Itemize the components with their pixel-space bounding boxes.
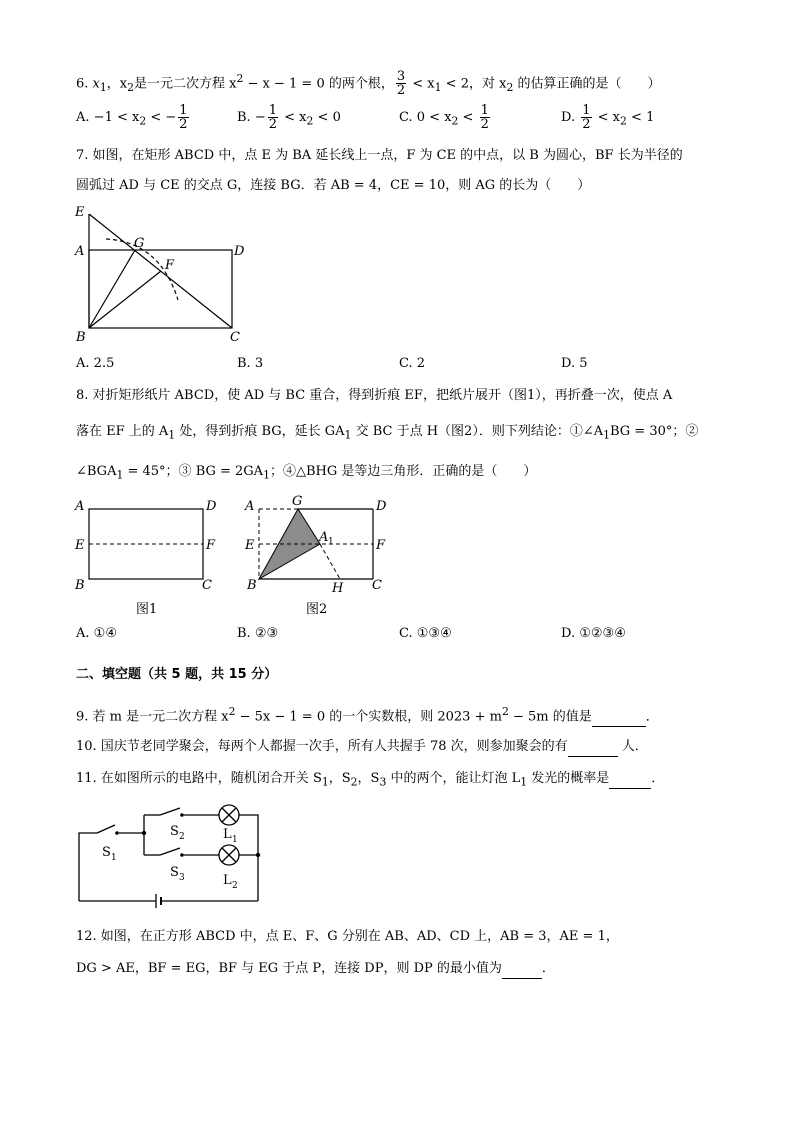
circuit-label-s3-sub: 3 [179, 873, 185, 883]
fig2-label-F: F [376, 538, 386, 553]
q12-line-1: 12. 如图，在正方形 ABCD 中，点 E、F、G 分别在 AB、AD、CD 上，AB = 3，AE = 1， [76, 929, 619, 944]
q7-figure [70, 202, 330, 345]
q7-option-c[interactable]: C. 2 [399, 356, 426, 371]
q8-option-d[interactable]: D. ①②③④ [561, 626, 626, 641]
q6-stem: 6. $x_1$，$x_2$是一元二次方程 $x^2 - x - 1 = 0$ 的两个根， $\frac{3}{2}$ < $x_1 < 2$，对 $x_2$ 的估算正确的是（ ） [76, 69, 661, 99]
q8-line-2: 落在 EF 上的 $A_1$ 处，得到折痕 BG，延长 $GA_1$ 交 BC 于点 H（图2）．则下列结论：$①\angle A_1BG = 30^\circ$；② [76, 424, 699, 442]
q8-option-b[interactable]: B. ②③ [237, 626, 279, 641]
q10-stem: 10. 国庆节老同学聚会，每两个人都握一次手，所有人共握手 78 次，则参加聚会的有 人． [76, 738, 648, 757]
circuit-label-s2-sub: 2 [179, 832, 185, 842]
q11-stem: 11. 在如图所示的电路中，随机闭合开关 $S_1$，$S_2$，$S_3$ 中的两个，能让灯泡 $L_1$ 发光的概率是 ． [76, 771, 665, 789]
q11-answer-blank[interactable] [609, 770, 651, 789]
fig1-label-C: C [202, 578, 212, 593]
circuit-label-s1-sub: 1 [111, 853, 117, 863]
q8-figure-1 [70, 492, 230, 622]
fig1-caption: 图1 [136, 602, 158, 617]
fig7-label-G: G [134, 236, 145, 251]
q12-answer-blank[interactable] [502, 960, 542, 979]
q7-option-d[interactable]: D. 5 [561, 356, 588, 371]
q10-answer-blank[interactable] [568, 738, 618, 757]
circuit-label-l2-sub: 2 [232, 881, 238, 891]
fig7-label-F: F [165, 258, 175, 273]
q7-option-a[interactable]: A. 2.5 [76, 356, 115, 371]
q7-line-2: 圆弧过 AD 与 CE 的交点 G，连接 BG．若 AB = 4，CE = 10，则 AG 的长为（ ） [76, 178, 591, 193]
fig2-label-B: B [247, 578, 257, 593]
fig1-label-F: F [206, 538, 216, 553]
circuit-label-s1: S [102, 845, 111, 860]
fig1-label-D: D [206, 499, 217, 514]
fig7-label-E: E [75, 205, 85, 220]
fig7-label-C: C [230, 330, 240, 345]
q6-option-c[interactable]: C. $0 < x_2$ < $\frac{1}{2}$ [399, 103, 489, 132]
fig7-label-D: D [234, 244, 245, 259]
rect-ABCD [89, 250, 232, 328]
fig2-label-A1: A [319, 530, 329, 545]
fig2-label-H: H [332, 581, 344, 596]
q12-line-2: DG > AE，BF = EG，BF 与 EG 于点 P，连接 DP，则 DP 的最小值为 ． [76, 960, 555, 979]
fig1-label-A: A [75, 499, 85, 514]
line-BF [89, 271, 161, 328]
q6-option-b[interactable]: B. − $\frac{1}{2}$ < $x_2 < 0$ [237, 103, 341, 132]
fig2-label-E: E [245, 538, 255, 553]
circuit-label-l2: L [223, 873, 232, 888]
circuit-label-l1-sub: 1 [232, 835, 238, 845]
fig2-label-C: C [372, 578, 382, 593]
q8-line-3: $\angle BGA_1 = 45^\circ$；③ BG = $2GA_1$；④△BHG 是等边三角形．正确的是（ ） [76, 464, 537, 482]
fig2-label-D: D [376, 499, 387, 514]
q7-line-1: 7. 如图，在矩形 ABCD 中，点 E 为 BA 延长线上一点，F 为 CE 的中点，以 B 为圆心，BF 长为半径的 [76, 148, 683, 163]
fig7-label-A: A [75, 244, 85, 259]
line-BG [89, 250, 135, 328]
fig7-label-B: B [76, 330, 86, 345]
q9-stem: 9. 若 m 是一元二次方程 $x^2 - 5x - 1 = 0$ 的一个实数根，则 $2023 + m^2 - 5m$ 的值是 ． [76, 703, 659, 727]
q8-option-a[interactable]: A. ①④ [76, 626, 117, 641]
q8-option-c[interactable]: C. ①③④ [399, 626, 452, 641]
fig1-label-B: B [75, 578, 85, 593]
fig2-label-A1-sub: 1 [328, 537, 334, 547]
circuit-label-l1: L [223, 827, 232, 842]
q8-line-1: 8. 对折矩形纸片 ABCD，使 AD 与 BC 重合，得到折痕 EF，把纸片展开（图1），再折叠一次，使点 A [76, 388, 673, 403]
q8-figure-2 [240, 492, 410, 622]
q7-option-b[interactable]: B. 3 [237, 356, 264, 371]
fig2-label-G: G [292, 494, 303, 509]
q6-option-a[interactable]: A. $-1 < x_2$ < − $\frac{1}{2}$ [76, 103, 188, 132]
q11-circuit [72, 800, 272, 910]
fig2-caption: 图2 [306, 602, 328, 617]
circuit-label-s3: S [170, 865, 179, 880]
circuit-label-s2: S [170, 824, 179, 839]
fig1-label-E: E [75, 538, 85, 553]
q6-frac: $\frac{3}{2}$ [396, 69, 406, 99]
q6-option-d[interactable]: D. $\frac{1}{2}$ < $x_2 < 1$ [561, 103, 655, 132]
section-2-title: 二、填空题（共 5 题，共 15 分） [76, 667, 278, 682]
fig2-label-A: A [245, 499, 255, 514]
q9-answer-blank[interactable] [592, 708, 646, 727]
